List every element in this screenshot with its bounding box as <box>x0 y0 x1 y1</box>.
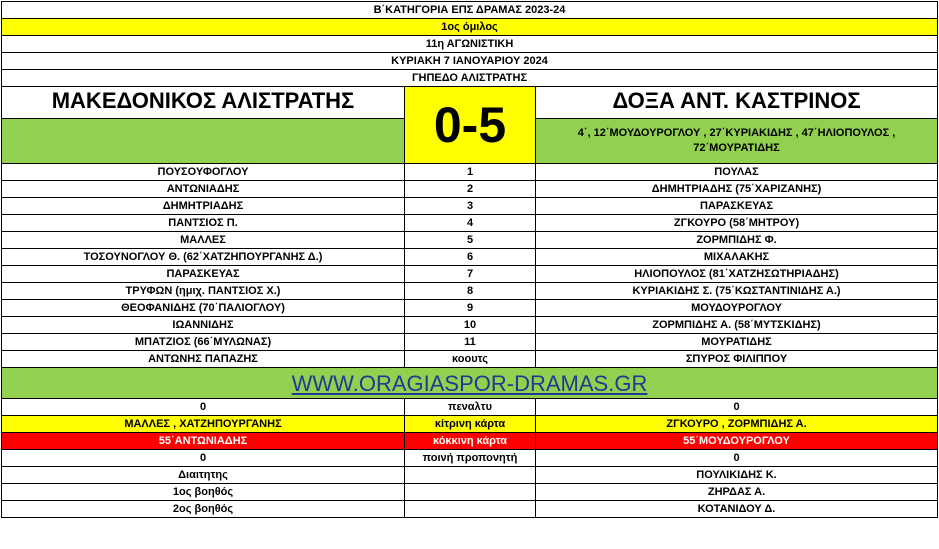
shirt-number: 6 <box>405 249 536 266</box>
shirt-number: 8 <box>405 283 536 300</box>
lineup-row <box>2 164 938 181</box>
lineup-row <box>2 266 938 283</box>
away-player: ΠΟΥΛΑΣ <box>536 164 938 181</box>
home-penalty: 0 <box>2 399 405 416</box>
home-player: ΔΗΜΗΤΡΙΑΔΗΣ <box>2 198 405 215</box>
lineup-row <box>2 232 938 249</box>
official-role: 2ος βοηθός <box>2 501 405 518</box>
official-row <box>2 484 938 501</box>
shirt-number: 2 <box>405 181 536 198</box>
shirt-number: 1 <box>405 164 536 181</box>
lineup-row <box>2 283 938 300</box>
official-name: ΚΟΤΑΝΙΔΟΥ Δ. <box>536 501 938 518</box>
lineup-row <box>2 181 938 198</box>
official-empty <box>405 484 536 501</box>
lineup-row <box>2 300 938 317</box>
home-team-name: ΜΑΚΕΔΟΝΙΚΟΣ ΑΛΙΣΤΡΑΤΗΣ <box>2 87 405 119</box>
website-link[interactable]: WWW.ORAGIASPOR-DRAMAS.GR <box>291 370 648 396</box>
shirt-number: 4 <box>405 215 536 232</box>
away-scorers: 4΄, 12΄ΜΟΥΔΟΥΡΟΓΛΟΥ , 27΄ΚΥΡΙΑΚΙΔΗΣ , 47΄ΗΛΙΟΠΟΥΛΟΣ , 72΄ΜΟΥΡΑΤΙΔΗΣ <box>536 119 938 164</box>
away-player: ΖΟΡΜΠΙΔΗΣ Φ. <box>536 232 938 249</box>
final-score: 0-5 <box>405 87 536 164</box>
category-title: Β΄ΚΑΤΗΓΟΡΙΑ ΕΠΣ ΔΡΑΜΑΣ 2023-24 <box>2 2 938 19</box>
officials <box>2 467 938 518</box>
official-role: Διαιτητης <box>2 467 405 484</box>
away-team-name: ΔΟΞΑ ΑΝΤ. ΚΑΣΤΡΙΝΟΣ <box>536 87 938 119</box>
official-name: ΠΟΥΛΙΚΙΔΗΣ Κ. <box>536 467 938 484</box>
shirt-number: 11 <box>405 334 536 351</box>
away-player: ΔΗΜΗΤΡΙΑΔΗΣ (75΄ΧΑΡΙΖΑΝΗΣ) <box>536 181 938 198</box>
away-player: ΜΙΧΑΛΑΚΗΣ <box>536 249 938 266</box>
shirt-number: 5 <box>405 232 536 249</box>
home-player: ΠΟΥΣΟΥΦΟΓΛΟΥ <box>2 164 405 181</box>
official-row <box>2 501 938 518</box>
home-player: ΠΑΝΤΣΙΟΣ Π. <box>2 215 405 232</box>
official-row <box>2 467 938 484</box>
match-report-table <box>1 1 938 518</box>
shirt-number: 3 <box>405 198 536 215</box>
home-player: ΑΝΤΩΝΙΑΔΗΣ <box>2 181 405 198</box>
round-title: 11η ΑΓΩΝΙΣΤΙΚΗ <box>2 36 938 53</box>
lineups <box>2 164 938 351</box>
away-red-cards: 55΄ΜΟΥΔΟΥΡΟΓΛΟΥ <box>536 433 938 450</box>
yellow-card-label: κίτρινη κάρτα <box>405 416 536 433</box>
away-yellow-cards: ΖΓΚΟΥΡΟ , ΖΟΡΜΠΙΔΗΣ Α. <box>536 416 938 433</box>
home-player: ΜΠΑΤΖΙΟΣ (66΄ΜΥΛΩΝΑΣ) <box>2 334 405 351</box>
home-player: ΠΑΡΑΣΚΕΥΑΣ <box>2 266 405 283</box>
home-scorers <box>2 119 405 164</box>
home-yellow-cards: ΜΑΛΛΕΣ , ΧΑΤΖΗΠΟΥΡΓΑΝΗΣ <box>2 416 405 433</box>
lineup-row <box>2 249 938 266</box>
group-title: 1ος όμιλος <box>2 19 938 36</box>
away-player: ΚΥΡΙΑΚΙΔΗΣ Σ. (75΄ΚΩΣΤΑΝΤΙΝΙΔΗΣ Α.) <box>536 283 938 300</box>
match-date: ΚΥΡΙΑΚΗ 7 ΙΑΝΟΥΑΡΙΟΥ 2024 <box>2 53 938 70</box>
official-name: ΖΗΡΔΑΣ Α. <box>536 484 938 501</box>
away-player: ΜΟΥΡΑΤΙΔΗΣ <box>536 334 938 351</box>
coach-label: κοουτς <box>405 351 536 368</box>
coach-punishment-label: ποινή προπονητή <box>405 450 536 467</box>
lineup-row <box>2 317 938 334</box>
home-red-cards: 55΄ΑΝΤΩΝΙΑΔΗΣ <box>2 433 405 450</box>
shirt-number: 7 <box>405 266 536 283</box>
home-player: ΜΑΛΛΕΣ <box>2 232 405 249</box>
away-penalty: 0 <box>536 399 938 416</box>
away-player: ΠΑΡΑΣΚΕΥΑΣ <box>536 198 938 215</box>
official-empty <box>405 501 536 518</box>
red-card-label: κόκκινη κάρτα <box>405 433 536 450</box>
official-role: 1ος βοηθός <box>2 484 405 501</box>
shirt-number: 9 <box>405 300 536 317</box>
away-player: ΖΓΚΟΥΡΟ (58΄ΜΗΤΡΟΥ) <box>536 215 938 232</box>
venue: ΓΗΠΕΔΟ ΑΛΙΣΤΡΑΤΗΣ <box>2 70 938 87</box>
shirt-number: 10 <box>405 317 536 334</box>
home-player: ΙΩΑΝΝΙΔΗΣ <box>2 317 405 334</box>
lineup-row <box>2 198 938 215</box>
home-coach: ΑΝΤΩΝΗΣ ΠΑΠΑΖΗΣ <box>2 351 405 368</box>
website-banner <box>2 368 938 399</box>
penalty-label: πεναλτυ <box>405 399 536 416</box>
home-player: ΘΕΟΦΑΝΙΔΗΣ (70΄ΠΑΛΙΟΓΛΟΥ) <box>2 300 405 317</box>
away-coach-punishment: 0 <box>536 450 938 467</box>
away-coach: ΣΠΥΡΟΣ ΦΙΛΙΠΠΟΥ <box>536 351 938 368</box>
lineup-row <box>2 215 938 232</box>
home-coach-punishment: 0 <box>2 450 405 467</box>
away-player: ΗΛΙΟΠΟΥΛΟΣ (81΄ΧΑΤΖΗΣΩΤΗΡΙΑΔΗΣ) <box>536 266 938 283</box>
home-player: ΤΟΣΟΥΝΟΓΛΟΥ Θ. (62΄ΧΑΤΖΗΠΟΥΡΓΑΝΗΣ Δ.) <box>2 249 405 266</box>
lineup-row <box>2 334 938 351</box>
home-player: ΤΡΥΦΩΝ (ημιχ. ΠΑΝΤΣΙΟΣ Χ.) <box>2 283 405 300</box>
official-empty <box>405 467 536 484</box>
away-player: ΜΟΥΔΟΥΡΟΓΛΟΥ <box>536 300 938 317</box>
away-player: ΖΟΡΜΠΙΔΗΣ Α. (58΄ΜΥΤΣΚΙΔΗΣ) <box>536 317 938 334</box>
